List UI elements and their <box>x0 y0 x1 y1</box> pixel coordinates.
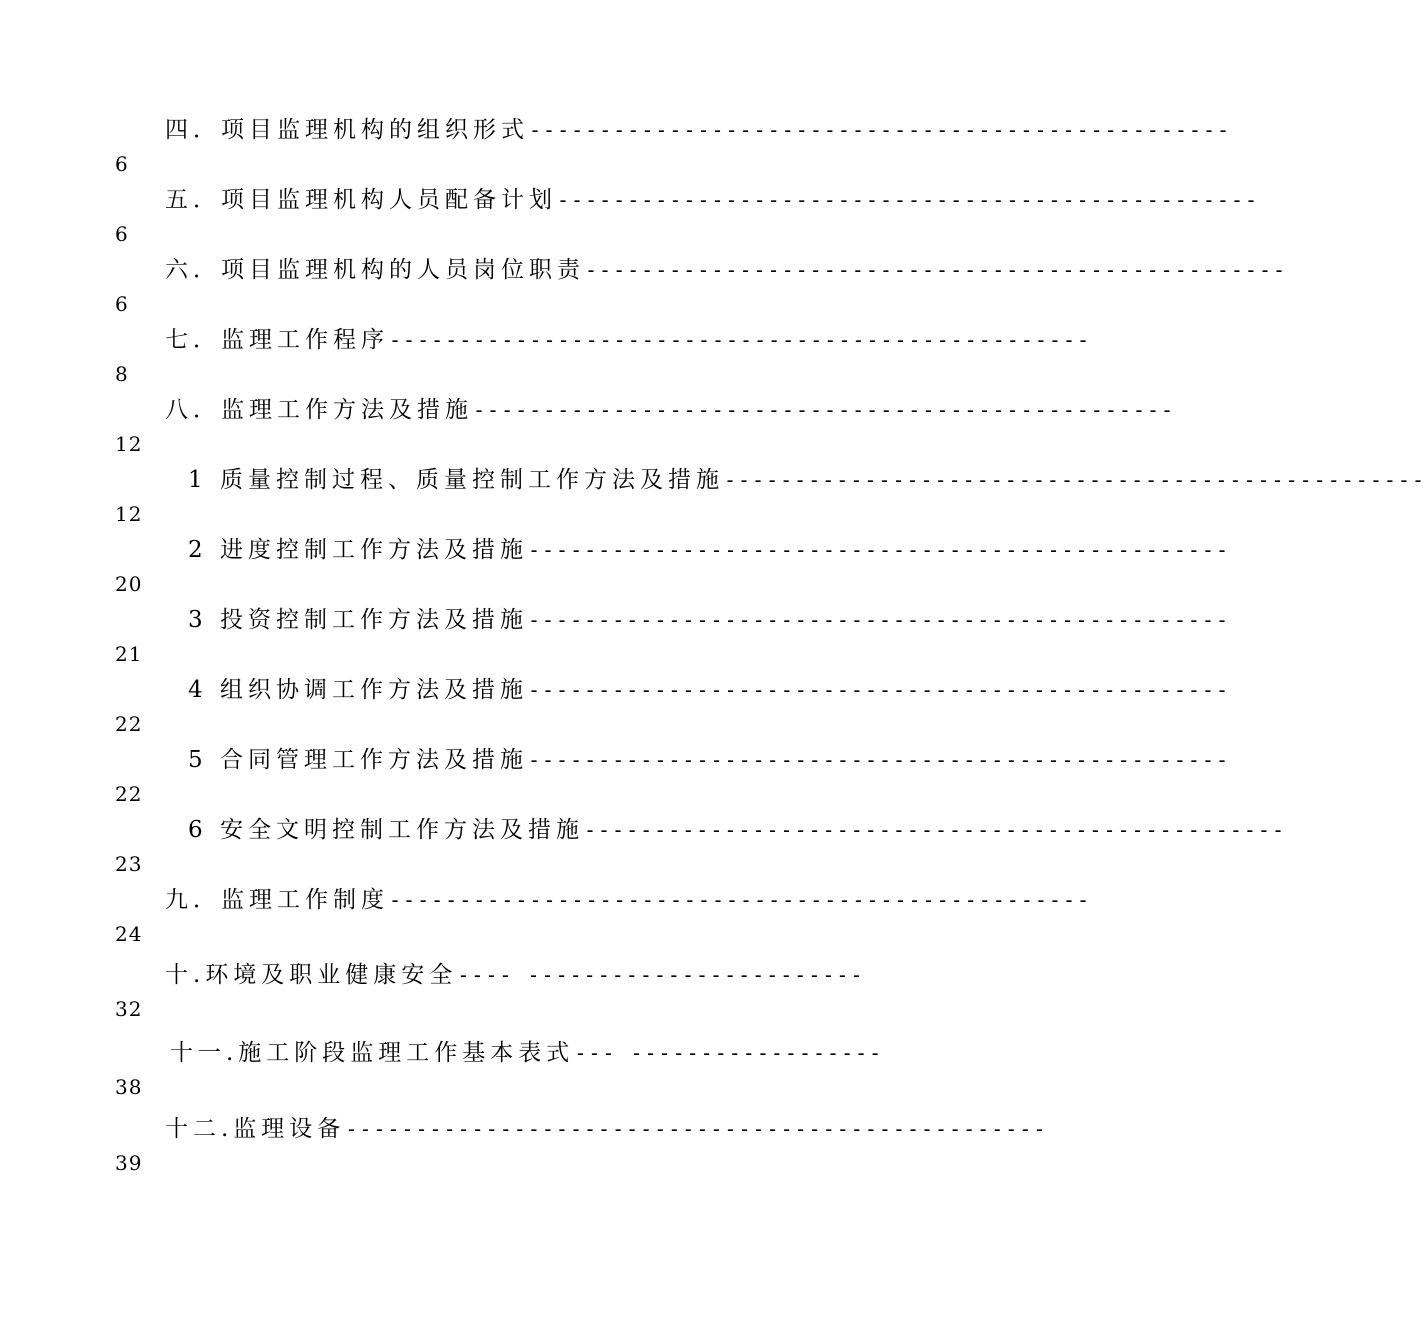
toc-dot-leader: -------------------------------------------------- <box>473 398 1176 422</box>
toc-entry <box>0 113 1232 183</box>
toc-entry-page: 12 <box>115 502 143 526</box>
toc-entry <box>0 393 1176 463</box>
toc-entry-page: 22 <box>115 712 143 736</box>
toc-entry-title: 3 投资控制工作方法及措施 <box>188 607 528 633</box>
toc-entry-line <box>188 813 1287 847</box>
toc-dot-leader: -------------------------------------------------- <box>527 538 1231 562</box>
toc-dot-leader: -------------------------------------------------- <box>389 328 1092 352</box>
toc-entry-line <box>165 253 1288 287</box>
toc-entry-line <box>165 958 865 992</box>
toc-entry-page: 23 <box>115 852 143 876</box>
toc-entry <box>0 533 1231 603</box>
toc-dot-leader: -------------------------------------------------- <box>723 468 1426 492</box>
toc-dot-leader: -------------------------------------------------- <box>527 748 1231 772</box>
toc-entry-page: 38 <box>115 1075 143 1099</box>
toc-entry-line <box>170 1036 884 1070</box>
toc-entry-page: 20 <box>115 572 143 596</box>
toc-entry-page: 6 <box>115 292 129 316</box>
toc-dot-leader: -------------------------------------------------- <box>389 888 1092 912</box>
toc-entry-title: 6 安全文明控制工作方法及措施 <box>188 817 584 843</box>
toc-entry-title: 1 质量控制过程、质量控制工作方法及措施 <box>188 467 724 493</box>
toc-entry <box>0 253 1288 323</box>
toc-entry-page: 6 <box>115 152 129 176</box>
toc-entry-line <box>165 113 1232 147</box>
toc-entry-title: 5 合同管理工作方法及措施 <box>188 747 528 773</box>
toc-entry-title: 2 进度控制工作方法及措施 <box>188 537 528 563</box>
toc-entry-title: 八．监理工作方法及措施 <box>165 397 473 423</box>
toc-entry-line <box>188 603 1231 637</box>
toc-entry-page: 24 <box>115 922 143 946</box>
toc-entry-line <box>165 883 1092 917</box>
toc-dot-leader: -------------------------------------------------- <box>583 818 1287 842</box>
toc-dot-leader: -------------------------------------------------- <box>585 258 1288 282</box>
toc-entry-title: 十.环境及职业健康安全 <box>165 962 458 988</box>
toc-dot-leader: ------------------------ ---- <box>457 963 865 987</box>
toc-entry-title: 九．监理工作制度 <box>165 887 389 913</box>
toc-dot-leader: -------------------------------------------------- <box>527 678 1231 702</box>
toc-dot-leader: -------------------------------------------------- <box>345 1117 1048 1141</box>
toc-entry <box>0 463 1426 533</box>
toc-entry-page: 8 <box>115 362 129 386</box>
toc-entry-line <box>188 673 1231 707</box>
toc-entry-title: 七．监理工作程序 <box>165 327 389 353</box>
toc-entry-page: 6 <box>115 222 129 246</box>
toc-entry-line <box>165 323 1092 357</box>
toc-entry-title: 十一.施工阶段监理工作基本表式 <box>170 1040 575 1066</box>
toc-dot-leader: -------------------------------------------------- <box>527 608 1231 632</box>
toc-entry <box>0 743 1231 813</box>
toc-entry <box>0 1112 1048 1182</box>
toc-dot-leader: -------------------------------------------------- <box>529 118 1232 142</box>
toc-entry-page: 22 <box>115 782 143 806</box>
toc-entry-page: 12 <box>115 432 143 456</box>
toc-entry-title: 四．项目监理机构的组织形式 <box>165 117 529 143</box>
toc-entry-title: 4 组织协调工作方法及措施 <box>188 677 528 703</box>
toc-entry-line <box>165 1112 1048 1146</box>
toc-entry-line <box>188 533 1231 567</box>
toc-entry-line <box>188 743 1231 777</box>
toc-entry <box>0 883 1092 953</box>
toc-dot-leader: -------------------------------------------------- <box>557 188 1260 212</box>
toc-entry-page: 39 <box>115 1151 143 1175</box>
toc-entry-page: 21 <box>115 642 143 666</box>
toc-entry <box>0 673 1231 743</box>
toc-dot-leader: ------------------ --- <box>574 1041 884 1065</box>
toc-entry-title: 五．项目监理机构人员配备计划 <box>165 187 557 213</box>
toc-entry-line <box>165 393 1176 427</box>
toc-entry-title: 十二.监理设备 <box>165 1116 346 1142</box>
toc-entry-page: 32 <box>115 997 143 1021</box>
toc-entry <box>0 1036 950 1106</box>
toc-entry <box>0 183 1260 253</box>
toc-entry <box>0 958 950 1028</box>
toc-entry-line <box>188 463 1426 497</box>
toc-entry <box>0 813 1287 883</box>
toc-entry-line <box>165 183 1260 217</box>
toc-entry <box>0 603 1231 673</box>
toc-entry <box>0 323 1092 393</box>
toc-entry-title: 六．项目监理机构的人员岗位职责 <box>165 257 585 283</box>
